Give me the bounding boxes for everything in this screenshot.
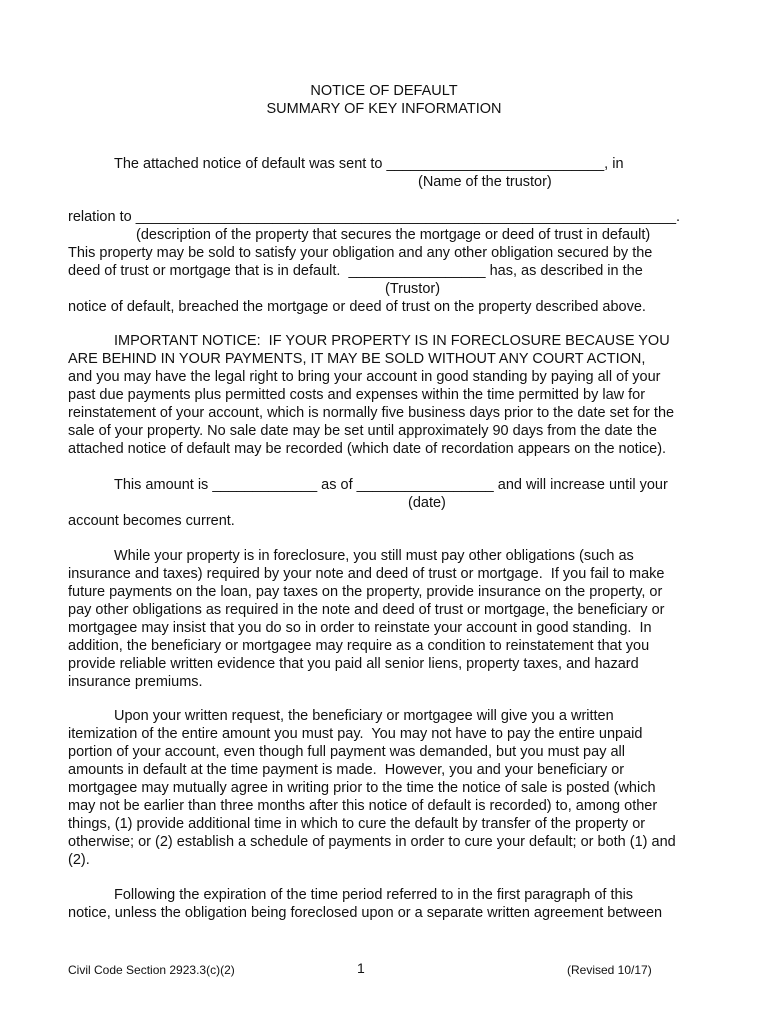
document-subtitle: SUMMARY OF KEY INFORMATION [266,101,502,117]
p2-line-5: reinstatement of your account, which is normally five business days prior to the date set for the [68,405,675,421]
p1-line-3: This property may be sold to satisfy your obligation and any other obligation secured by the [68,245,653,261]
footer-code-section: Civil Code Section 2923.3(c)(2) [68,963,235,977]
p5-line-6: may not be earlier than three months after this notice of default is recorded) to, among other [68,798,658,814]
footer-page-number: 1 [357,960,365,976]
p1-caption-property-description: (description of the property that secures the mortgage or deed of trust in default) [136,227,651,243]
p1-line-5: notice of default, breached the mortgage or deed of trust on the property described above. [68,299,646,315]
p1-line-1: The attached notice of default was sent to ___________________________, in [114,156,624,172]
p1-line-2: relation to ___________________________________________________________________. [68,209,681,225]
p5-line-7: things, (1) provide additional time in which to cure the default by transfer of the property or [68,816,646,832]
p4-line-1: While your property is in foreclosure, you still must pay other obligations (such as [114,548,634,564]
p5-line-9: (2). [68,852,90,868]
p3-caption-date: (date) [408,495,446,511]
p4-line-6: addition, the beneficiary or mortgagee may require as a condition to reinstatement that you [68,638,650,654]
p2-line-3: and you may have the legal right to bring your account in good standing by paying all of your [68,369,661,385]
footer-revised-date: (Revised 10/17) [567,963,652,977]
p3-line-2: account becomes current. [68,513,235,529]
p1-caption-trustor: (Trustor) [385,281,441,297]
p5-line-1: Upon your written request, the beneficiary or mortgagee will give you a written [114,708,614,724]
p4-line-4: pay other obligations as required in the note and deed of trust or mortgage, the beneficiary or [68,602,665,618]
p2-line-1: IMPORTANT NOTICE: IF YOUR PROPERTY IS IN FORECLOSURE BECAUSE YOU [114,333,670,349]
p5-line-5: mortgagee may mutually agree in writing prior to the time the notice of sale is posted (which [68,780,656,796]
p4-line-7: provide reliable written evidence that you paid all senior liens, property taxes, and hazard [68,656,639,672]
p2-line-4: past due payments plus permitted costs and expenses within the time permitted by law for [68,387,646,403]
p1-line-4: deed of trust or mortgage that is in default. _________________ has, as described in the [68,263,643,279]
document-title: NOTICE OF DEFAULT [310,83,458,99]
p5-line-4: amounts in default at the time payment is made. However, you and your beneficiary or [68,762,625,778]
p6-line-1: Following the expiration of the time period referred to in the first paragraph of this [114,887,634,903]
p5-line-2: itemization of the entire amount you must pay. You may not have to pay the entire unpaid [68,726,643,742]
p3-line-1: This amount is _____________ as of _________________ and will increase until your [114,477,668,493]
p6-line-2: notice, unless the obligation being foreclosed upon or a separate written agreement between [68,905,663,921]
p2-line-6: sale of your property. No sale date may be set until approximately 90 days from the date the [68,423,657,439]
p2-line-2: ARE BEHIND IN YOUR PAYMENTS, IT MAY BE SOLD WITHOUT ANY COURT ACTION, [68,351,646,367]
p4-line-5: mortgagee may insist that you do so in order to reinstate your account in good standing. In [68,620,652,636]
p4-line-8: insurance premiums. [68,674,203,690]
p1-caption-trustor-name: (Name of the trustor) [418,174,552,190]
p5-line-8: otherwise; or (2) establish a schedule of payments in order to cure your default; or both (1) and [68,834,676,850]
p4-line-3: future payments on the loan, pay taxes on the property, provide insurance on the property, or [68,584,663,600]
p2-line-7: attached notice of default may be recorded (which date of recordation appears on the notice). [68,441,667,457]
p5-line-3: portion of your account, even though full payment was demanded, but you must pay all [68,744,625,760]
p4-line-2: insurance and taxes) required by your note and deed of trust or mortgage. If you fail to make [68,566,665,582]
